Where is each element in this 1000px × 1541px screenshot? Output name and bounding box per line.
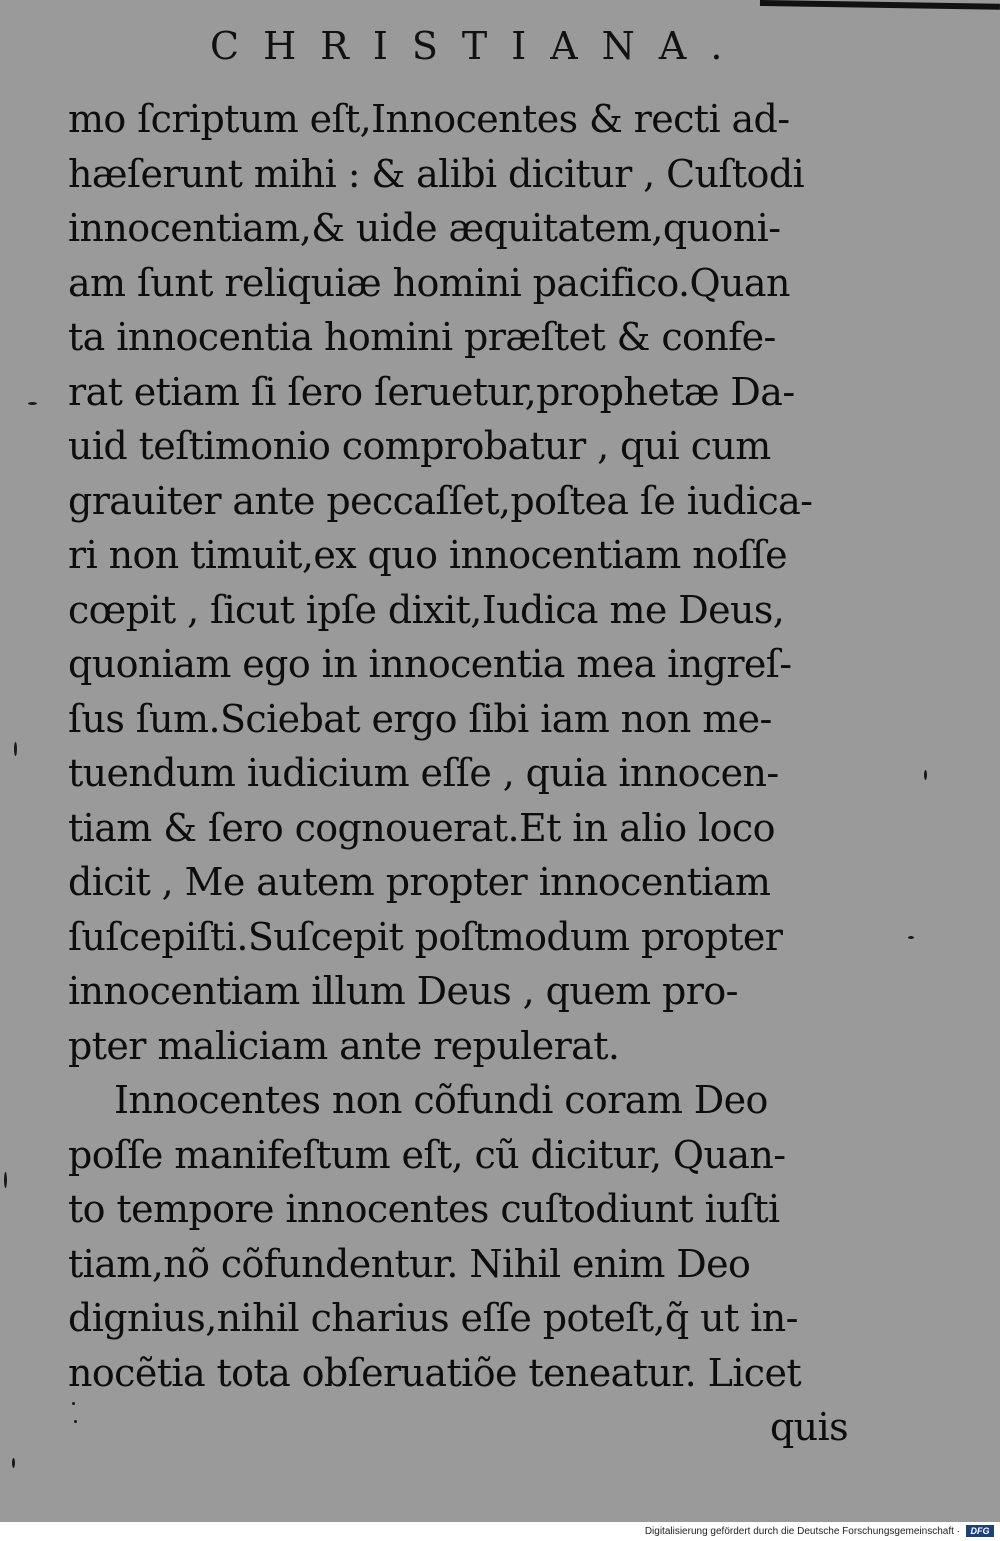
text-line: Innocentes non cõfundi coram Deo	[114, 1078, 768, 1122]
text-line: mo ſcriptum eſt,Innocentes & recti ad-	[68, 97, 790, 141]
digitization-footer	[0, 1522, 1000, 1541]
scan-speck	[12, 1458, 15, 1468]
text-line: innocentiam,& uide æquitatem,quoni-	[68, 206, 781, 250]
scan-speck	[28, 402, 37, 405]
text-line: poſſe manifeſtum eſt, cũ dicitur, Quan-	[68, 1132, 786, 1177]
text-line: dignius,nihil charius eſſe poteſt,q̃ ut in-	[68, 1296, 798, 1340]
page-edge-rule	[760, 0, 1000, 10]
text-line: am ſunt reliquiæ homini pacifico.Quan	[68, 260, 790, 305]
text-line: uid teſtimonio comprobatur , qui cum	[68, 424, 771, 468]
text-line: ri non timuit,ex quo innocentiam noſſe	[68, 533, 788, 577]
text-line: ta innocentia homini præſtet & confe-	[68, 315, 776, 359]
funding-credit: Digitalisierung gefördert durch die Deutsche Forschungsgemeinschaft ·	[644, 1526, 960, 1537]
running-head: CHRISTIANA.	[210, 24, 747, 68]
scan-speck	[14, 742, 17, 756]
text-line: quoniam ego in innocentia mea ingreſ-	[68, 642, 792, 686]
text-line: ſuſcepiſti.Suſcepit poſtmodum propter	[68, 914, 783, 959]
text-line: innocentiam illum Deus , quem pro-	[68, 969, 738, 1013]
scan-speck	[74, 1420, 77, 1423]
body-text	[68, 92, 868, 1455]
dfg-logo: DFG	[966, 1525, 994, 1537]
text-line: grauiter ante peccaſſet,poſtea ſe iudica-	[68, 478, 813, 523]
catchword: quis	[769, 1405, 848, 1449]
text-line: tiam,nõ cõfundentur. Nihil enim Deo	[68, 1241, 751, 1286]
text-line: ſus ſum.Sciebat ergo ſibi iam non me-	[68, 696, 772, 741]
text-line: tiam & ſero cognouerat.Et in alio loco	[68, 805, 775, 850]
text-line: nocẽtia tota obſeruatiõe teneatur. Licet	[68, 1350, 802, 1395]
scan-speck	[908, 936, 914, 939]
scan-speck	[72, 1402, 75, 1405]
scan-speck	[924, 770, 927, 780]
text-line: pter maliciam ante repulerat.	[68, 1023, 620, 1068]
text-line: dicit , Me autem propter innocentiam	[68, 860, 771, 904]
text-line: rat etiam ſi ſero ſeruetur,prophetæ Da-	[68, 369, 795, 414]
scan-speck	[4, 1172, 7, 1188]
text-line: to tempore innocentes cuſtodiunt iuſti	[68, 1187, 780, 1231]
text-line: hæſerunt mihi : & alibi dicitur , Cuſtodi	[68, 151, 805, 196]
text-line: tuendum iudicium eſſe , quia innocen-	[68, 751, 779, 795]
text-line: cœpit , ſicut ipſe dixit,Iudica me Deus,	[68, 587, 785, 632]
